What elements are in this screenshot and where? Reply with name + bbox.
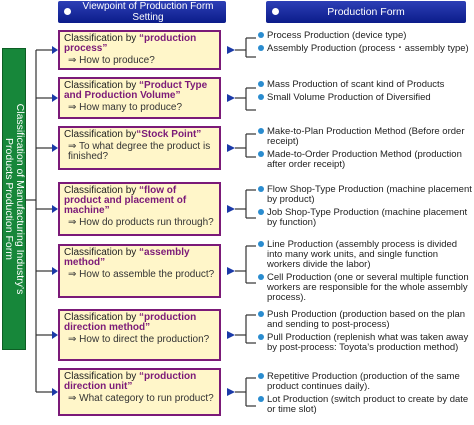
arrow-icon: ⇒: [68, 102, 77, 113]
classification-question: ⇒ How many to produce?: [68, 102, 183, 113]
production-form-item: Mass Production of scant kind of Products: [258, 80, 472, 90]
production-form-item: Job Shop-Type Production (machine placement by function): [258, 208, 472, 228]
classification-question: ⇒ What category to run product?: [68, 393, 214, 404]
production-form-item: Small Volume Production of Diversified: [258, 93, 472, 103]
classification-sidebar: [2, 48, 26, 350]
production-form-list: [258, 185, 472, 231]
classification-box: [58, 244, 221, 298]
production-form-item: Make-to-Plan Production Method (Before order receipt): [258, 127, 472, 147]
form-arrow-icon: [227, 94, 235, 102]
header-production-form: Production Form: [266, 1, 466, 23]
bullet-icon: [258, 186, 264, 192]
classification-question: ⇒ How to assemble the product?: [68, 269, 215, 280]
header-dot-icon: [64, 8, 71, 15]
classification-title: Classification by “flow of product and placement of machine”: [64, 185, 187, 216]
classification-question: ⇒ How to direct the production?: [68, 334, 210, 345]
production-form-list: [258, 80, 472, 106]
bullet-icon: [258, 151, 264, 157]
bullet-icon: [258, 274, 264, 280]
production-form-item: Assembly Production (process・assembly type): [258, 44, 472, 54]
classification-box: [58, 126, 221, 170]
classification-box: [58, 182, 221, 236]
production-form-list: [258, 372, 472, 418]
bullet-icon: [258, 396, 264, 402]
sidebar-label: Classification of Manufacturing Industry’s Products Production Form: [3, 103, 26, 295]
form-arrow-icon: [227, 388, 235, 396]
arrow-icon: ⇒: [68, 334, 77, 345]
arrow-icon: ⇒: [68, 217, 77, 228]
classification-box: [58, 368, 221, 416]
bullet-icon: [258, 45, 264, 51]
production-form-list: [258, 240, 472, 306]
classification-box: [58, 30, 221, 70]
production-form-item: Line Production (assembly process is divided into many work units, and single function workers divide the labor): [258, 240, 472, 270]
classification-title: Classification by “assembly method”: [64, 247, 190, 268]
production-form-list: [258, 31, 472, 57]
production-form-item: Push Production (production based on the plan and sending to post-process): [258, 310, 472, 330]
classification-box: [58, 309, 221, 361]
form-arrow-icon: [227, 267, 235, 275]
production-form-item: Process Production (device type): [258, 31, 472, 41]
form-arrow-icon: [227, 144, 235, 152]
header-dot-icon: [272, 8, 279, 15]
production-form-item: Lot Production (switch product to create by date or time slot): [258, 395, 472, 415]
classification-question: ⇒ How do products run through?: [68, 217, 214, 228]
classification-question: ⇒ To what degree the product is finished?: [68, 141, 211, 162]
form-arrow-icon: [227, 46, 235, 54]
bullet-icon: [258, 128, 264, 134]
arrow-icon: ⇒: [68, 269, 77, 280]
production-form-item: Cell Production (one or several multiple function workers are responsible for the whole assembly process).: [258, 273, 472, 303]
bullet-icon: [258, 334, 264, 340]
classification-box: [58, 77, 221, 119]
bullet-icon: [258, 32, 264, 38]
bullet-icon: [258, 81, 264, 87]
bullet-icon: [258, 241, 264, 247]
form-arrow-icon: [227, 205, 235, 213]
classification-title: Classification by “production direction method”: [64, 312, 197, 333]
header-viewpoint: Viewpoint of Production Form Setting: [58, 1, 226, 23]
classification-title: Classification by “production process”: [64, 33, 197, 54]
production-form-item: Made-to-Order Production Method (production after order receipt): [258, 150, 472, 170]
arrow-icon: ⇒: [68, 141, 77, 152]
bullet-icon: [258, 94, 264, 100]
classification-question: ⇒ How to produce?: [68, 55, 155, 66]
classification-title: Classification by “production direction unit”: [64, 371, 197, 392]
production-form-item: Repetitive Production (production of the same product continues daily).: [258, 372, 472, 392]
arrow-icon: ⇒: [68, 55, 77, 66]
production-form-list: [258, 310, 472, 356]
bullet-icon: [258, 373, 264, 379]
arrow-icon: ⇒: [68, 393, 77, 404]
classification-title: Classification by “Product Type and Production Volume”: [64, 80, 208, 101]
classification-title: Classification by“Stock Point”: [64, 129, 202, 140]
production-form-item: Flow Shop-Type Production (machine placement by product): [258, 185, 472, 205]
bullet-icon: [258, 209, 264, 215]
bullet-icon: [258, 311, 264, 317]
production-form-list: [258, 127, 472, 173]
production-form-item: Pull Production (replenish what was taken away by post-process: Toyota’s production method): [258, 333, 472, 353]
form-arrow-icon: [227, 331, 235, 339]
